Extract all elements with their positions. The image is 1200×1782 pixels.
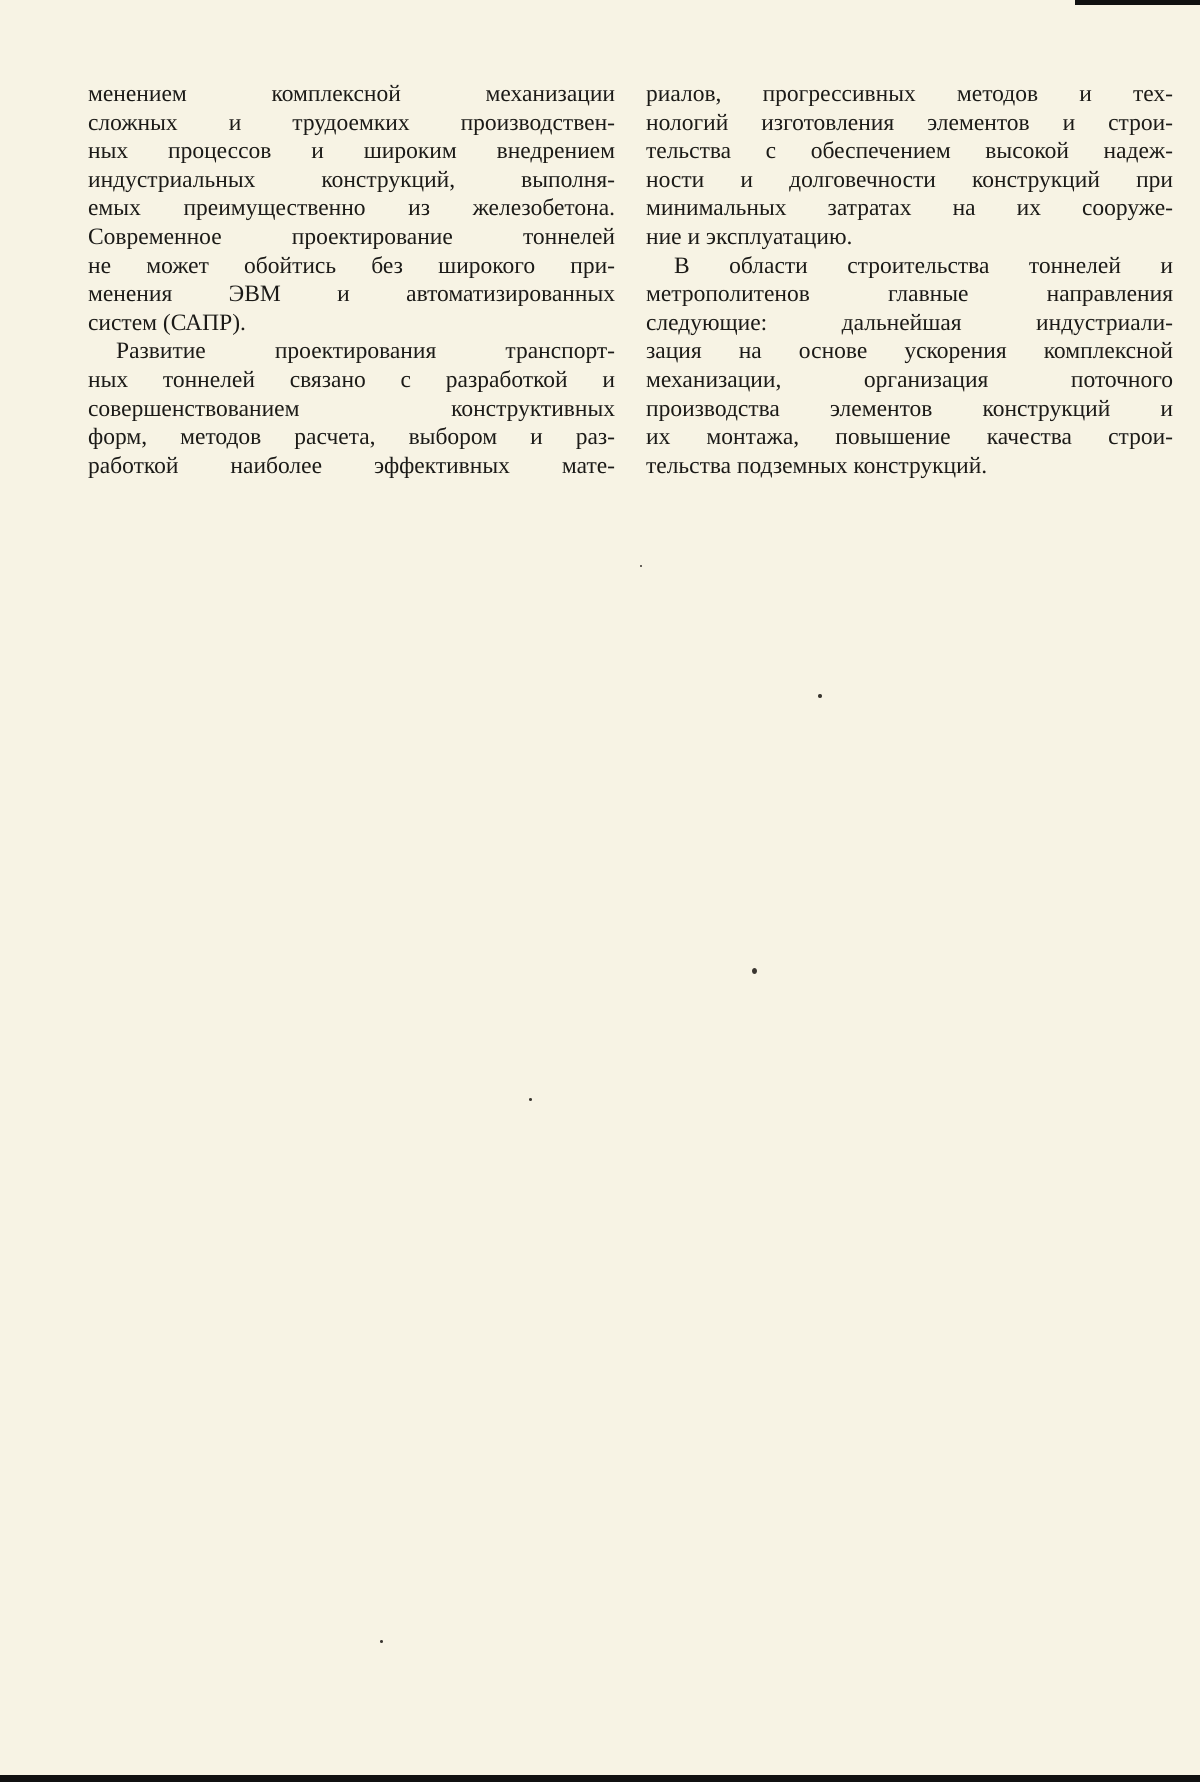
paragraph	[88, 337, 615, 480]
text-line: производства элементов конструкций и	[646, 395, 1173, 422]
text-line: индустриальных конструкций, выполня-	[88, 166, 615, 193]
text-line: ных тоннелей связано с разработкой и	[88, 366, 615, 393]
text-line: совершенствованием конструктивных	[88, 395, 615, 422]
text-line: Развитие проектирования транспорт-	[116, 338, 615, 365]
text-line: тельства с обеспечением высокой надеж-	[646, 138, 1173, 165]
text-line: менения ЭВМ и автоматизированных	[88, 281, 615, 308]
text-line: форм, методов расчета, выбором и раз-	[88, 424, 615, 451]
text-line: зация на основе ускорения комплексной	[646, 338, 1173, 365]
paragraph	[88, 80, 615, 337]
text-column-left	[88, 80, 615, 480]
text-line: ние и эксплуатацию.	[646, 223, 853, 250]
text-line: минимальных затратах на их сооруже-	[646, 195, 1173, 222]
text-line: механизации, организация поточного	[646, 366, 1173, 393]
text-line: менением комплексной механизации	[88, 81, 615, 107]
text-line: тельства подземных конструкций.	[646, 452, 988, 479]
scan-edge-top	[1075, 0, 1200, 5]
text-line: емых преимущественно из железобетона.	[88, 195, 615, 222]
paragraph	[646, 252, 1173, 481]
text-line: сложных и трудоемких производствен-	[88, 109, 615, 136]
paragraph	[646, 80, 1173, 252]
text-line: ных процессов и широким внедрением	[88, 138, 615, 165]
text-line: не может обойтись без широкого при-	[88, 252, 615, 279]
text-line: метрополитенов главные направления	[646, 281, 1173, 308]
scan-speck	[818, 694, 822, 698]
scan-speck	[529, 1098, 532, 1101]
text-line: ности и долговечности конструкций при	[646, 166, 1173, 193]
text-line: следующие: дальнейшая индустриали-	[646, 309, 1173, 336]
text-line: Современное проектирование тоннелей	[88, 223, 615, 250]
text-line: риалов, прогрессивных методов и тех-	[646, 81, 1173, 107]
scan-speck	[380, 1640, 383, 1643]
text-line: В области строительства тоннелей и	[674, 252, 1173, 279]
text-line: нологий изготовления элементов и строи-	[646, 109, 1173, 136]
text-line: работкой наиболее эффективных мате-	[88, 452, 615, 479]
text-line: систем (САПР).	[88, 309, 246, 336]
scan-edge-bottom	[0, 1775, 1200, 1782]
text-column-right	[646, 80, 1173, 480]
text-line: их монтажа, повышение качества строи-	[646, 424, 1173, 451]
scan-speck	[640, 565, 642, 567]
scan-speck	[752, 968, 757, 974]
